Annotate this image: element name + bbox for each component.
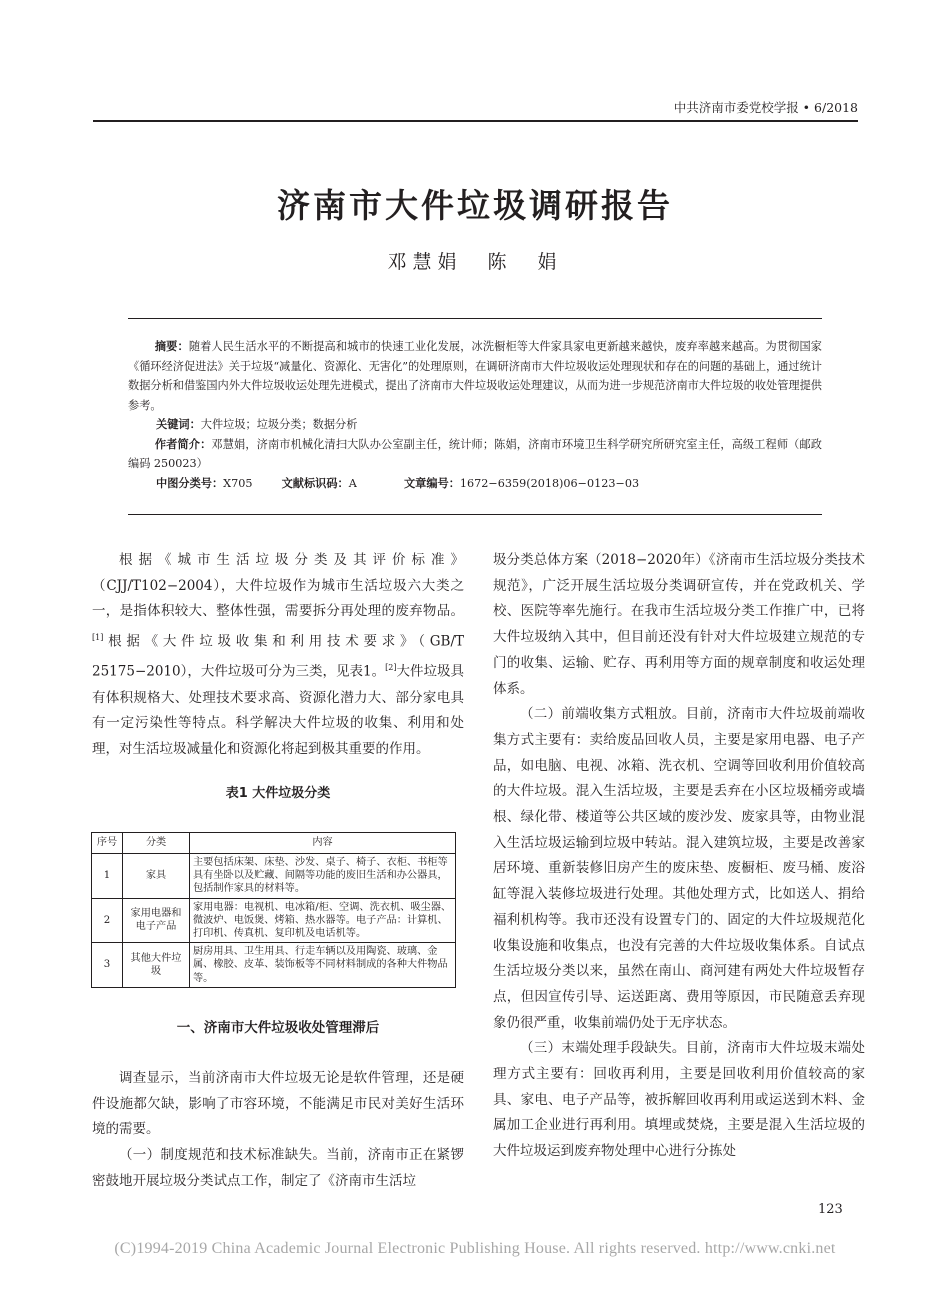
text-run: 目前，济南市大件垃圾末端处理方式主要有：回收再利用，主要是回收利用价值较高的家具、家电、电子产品等，被拆解回收再利用或运送到木料、金属加工企业进行再利用。填埋或焚烧，主要是混入生活垃圾的大件垃圾运到废弃物处理中心进行分拣处	[493, 1040, 865, 1160]
table-cell: 1	[92, 854, 123, 899]
right-column	[493, 548, 865, 1165]
abstract-bottom-rule	[128, 514, 822, 515]
table-cell: 其他大件垃圾	[123, 943, 190, 988]
left-column-lower	[92, 1066, 464, 1195]
table-header-row	[92, 833, 456, 854]
table-cell: 家用电器和电子产品	[123, 898, 190, 943]
keywords-text: 大件垃圾；垃圾分类；数据分析	[200, 418, 358, 431]
classification-table	[91, 832, 456, 988]
abstract-block	[128, 337, 822, 493]
citation: [1]	[92, 633, 104, 643]
subsection-heading: （一）制度规范和技术标准缺失。	[119, 1147, 327, 1164]
body-paragraph	[92, 548, 464, 763]
subsection-heading: （三）末端处理手段缺失。	[520, 1040, 686, 1057]
classification-line	[128, 474, 822, 494]
text-run: 大件垃圾具有体积规格大、处理技术要求高、资源化潜力大、部分家电具有一定污染性等特点。科学解决大件垃圾的收集、利用和处理，对生活垃圾减量化和资源化将起到极其重要的作用。	[92, 663, 464, 757]
journal-header: 中共济南市委党校学报 • 6/2018	[673, 100, 858, 115]
table-cell: 家具	[123, 854, 190, 899]
text-run: 当前，济南市正在紧锣密鼓地开展垃圾分类试点工作，制定了《济南市生活垃	[92, 1147, 464, 1189]
author-info-text: 邓慧娟，济南市机械化清扫大队办公室副主任，统计师；陈娟，济南市环境卫生科学研究所研究室主任，高级工程师（邮政编码 250023）	[128, 437, 822, 470]
table-title: 表1 大件垃圾分类	[225, 786, 331, 801]
body-paragraph: 圾分类总体方案（2018−2020年）《济南市生活垃圾分类技术规范》，广泛开展生活垃圾分类调研宣传，并在党政机关、学校、医院等率先施行。在我市生活垃圾分类工作推广中，已将大件垃圾纳入其中，但目前还没有针对大件垃圾建立规范的专门的收集、运输、贮存、再利用等方面的规章制度和收运处理体系。	[493, 552, 865, 697]
keywords-label: 关键词：	[156, 418, 201, 431]
author-info-label: 作者简介：	[154, 437, 212, 451]
text-run: 目前，济南市大件垃圾前端收集方式主要有：卖给废品回收人员，主要是家用电器、电子产品，如电脑、电视、冰箱、洗衣机、空调等回收利用价值较高的大件垃圾。混入生活垃圾，主要是丢弃在小区垃圾桶旁或墙根、绿化带、楼道等公共区域的废沙发、废家具等，由物业混入生活垃圾运输到垃圾中转站。混入建筑垃圾，主要是改善家居环境、重新装修旧房产生的废床垫、废橱柜、废马桶、废浴缸等混入装修垃圾进行处理。其他处理方式，比如送人、捐给福利机构等。我市还没有设置专门的、固定的大件垃圾规范化收集设施和收集点，也没有完善的大件垃圾收集体系。自试点生活垃圾分类以来，虽然在南山、商河建有两处大件垃圾暂存点，但因宣传引导、运送距离、费用等原因，市民随意丢弃现象仍很严重，收集前端仍处于无序状态。	[493, 706, 865, 1031]
body-paragraph: 调查显示，当前济南市大件垃圾无论是软件管理，还是硬件设施都欠缺，影响了市容环境，不能满足市民对美好生活环境的需要。	[92, 1070, 464, 1138]
article-number-value: 1672−6359(2018)06−0123−03	[459, 476, 640, 490]
authors: 邓慧娟 陈 娟	[387, 251, 563, 273]
article-number-label: 文章编号：	[403, 476, 460, 490]
article-title: 济南市大件垃圾调研报告	[277, 186, 673, 225]
header-rule	[93, 120, 858, 122]
doc-code-value: A	[348, 476, 357, 490]
table-header-cell: 内容	[190, 833, 456, 854]
body-paragraph	[493, 702, 865, 1036]
abstract-label: 摘要：	[154, 340, 189, 353]
table-cell: 厨房用具、卫生用具、行走车辆以及用陶瓷、玻璃、金属、橡胶、皮革、装饰板等不同材料制成的各种大件物品等。	[190, 943, 456, 988]
body-paragraph	[92, 1143, 464, 1194]
left-column	[92, 548, 464, 763]
page-number: 123	[818, 1202, 843, 1217]
copyright-footer: (C)1994-2019 China Academic Journal Electronic Publishing House. All rights reserved. http://www.cnki.net	[114, 1240, 836, 1257]
table-row	[92, 854, 456, 899]
table-cell: 3	[92, 943, 123, 988]
clc-label: 中图分类号：	[156, 476, 224, 490]
keywords-line	[128, 415, 822, 435]
citation: [2]	[385, 663, 397, 673]
table-cell: 2	[92, 898, 123, 943]
table-cell: 主要包括床架、床垫、沙发、桌子、椅子、衣柜、书柜等具有坐卧以及贮藏、间隔等功能的废旧生活和办公器具，包括制作家具的材料等。	[190, 854, 456, 899]
abstract-paragraph	[128, 337, 822, 415]
section-heading: 一、济南市大件垃圾收处管理滞后	[176, 1020, 380, 1036]
abstract-text: 随着人民生活水平的不断提高和城市的快速工业化发展，冰洗橱柜等大件家具家电更新越来越快，废弃率越来越高。为贯彻国家《循环经济促进法》关于垃圾“减量化、资源化、无害化”的处理原则，在调研济南市大件垃圾收运处理现状和存在的问题的基础上，通过统计数据分析和借鉴国内外大件垃圾收运处理先进模式，提出了济南市大件垃圾收运处理建议，从而为进一步规范济南市大件垃圾的收处管理提供参考。	[128, 340, 822, 412]
clc-value: X705	[223, 476, 253, 490]
body-paragraph	[493, 1036, 865, 1165]
subsection-heading: （二）前端收集方式粗放。	[520, 706, 686, 723]
table-cell: 家用电器：电视机、电冰箱/柜、空调、洗衣机、吸尘器、微波炉、电饭煲、烤箱、热水器等。电子产品：计算机、打印机、传真机、复印机及电话机等。	[190, 898, 456, 943]
table-header-cell: 分类	[123, 833, 190, 854]
text-run: 根据《城市生活垃圾分类及其评价标准》（CJJ/T102−2004），大件垃圾作为城市生活垃圾六大类之一，是指体积较大、整体性强，需要拆分再处理的废弃物品。	[92, 552, 464, 620]
table-row	[92, 898, 456, 943]
table-row	[92, 943, 456, 988]
doc-code-label: 文献标识码：	[281, 476, 349, 490]
text-run: 根据《大件垃圾收集和利用技术要求》（GB/T 25175−2010），大件垃圾可分为三类，见表1。	[92, 633, 464, 680]
table-header-cell: 序号	[92, 833, 123, 854]
abstract-top-rule	[128, 318, 822, 319]
author-info-paragraph	[128, 435, 822, 474]
